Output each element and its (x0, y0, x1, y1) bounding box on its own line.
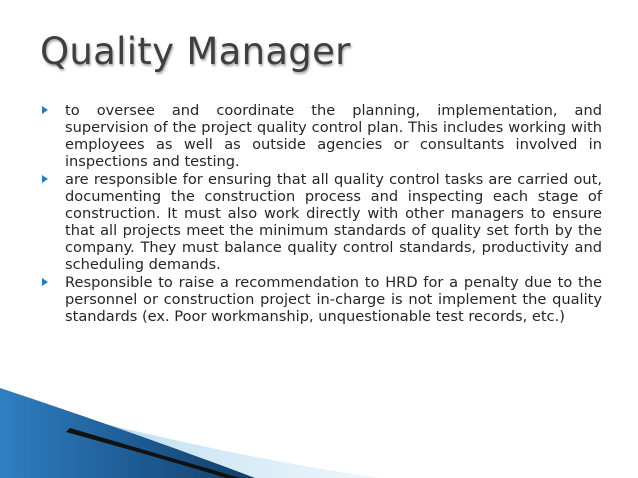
dark-blue-swoosh (0, 388, 255, 478)
bullet-text: are responsible for ensuring that all quality control tasks are carried out, documenting the construction process and inspecting each stage of construction. It must also work directly with other managers to ensure that all projects meet the minimum standards of quality set forth by the company. They must balance quality control standards, productivity and scheduling demands. (65, 171, 602, 273)
bullet-text: Responsible to raise a recommendation to HRD for a penalty due to the personnel or construction project in-charge is not implement the quality standards (ex. Poor workmanship, unquestionable test records, etc.) (65, 274, 602, 325)
bullet-list (38, 102, 602, 326)
bottom-left-decoration (0, 388, 638, 478)
black-stripe (66, 428, 240, 478)
bullet-text: to oversee and coordinate the planning, implementation, and supervision of the project quality control plan. This includes working with employees as well as outside agencies or consultants involved in inspections and testing. (65, 102, 602, 170)
light-blue-swoosh (0, 398, 380, 478)
bullet-item (38, 274, 602, 325)
triangle-right-icon (42, 278, 48, 286)
triangle-right-icon (42, 175, 48, 183)
slide-title: Quality Manager (40, 30, 351, 73)
triangle-right-icon (42, 106, 48, 114)
bullet-item (38, 102, 602, 170)
bullet-item (38, 171, 602, 273)
